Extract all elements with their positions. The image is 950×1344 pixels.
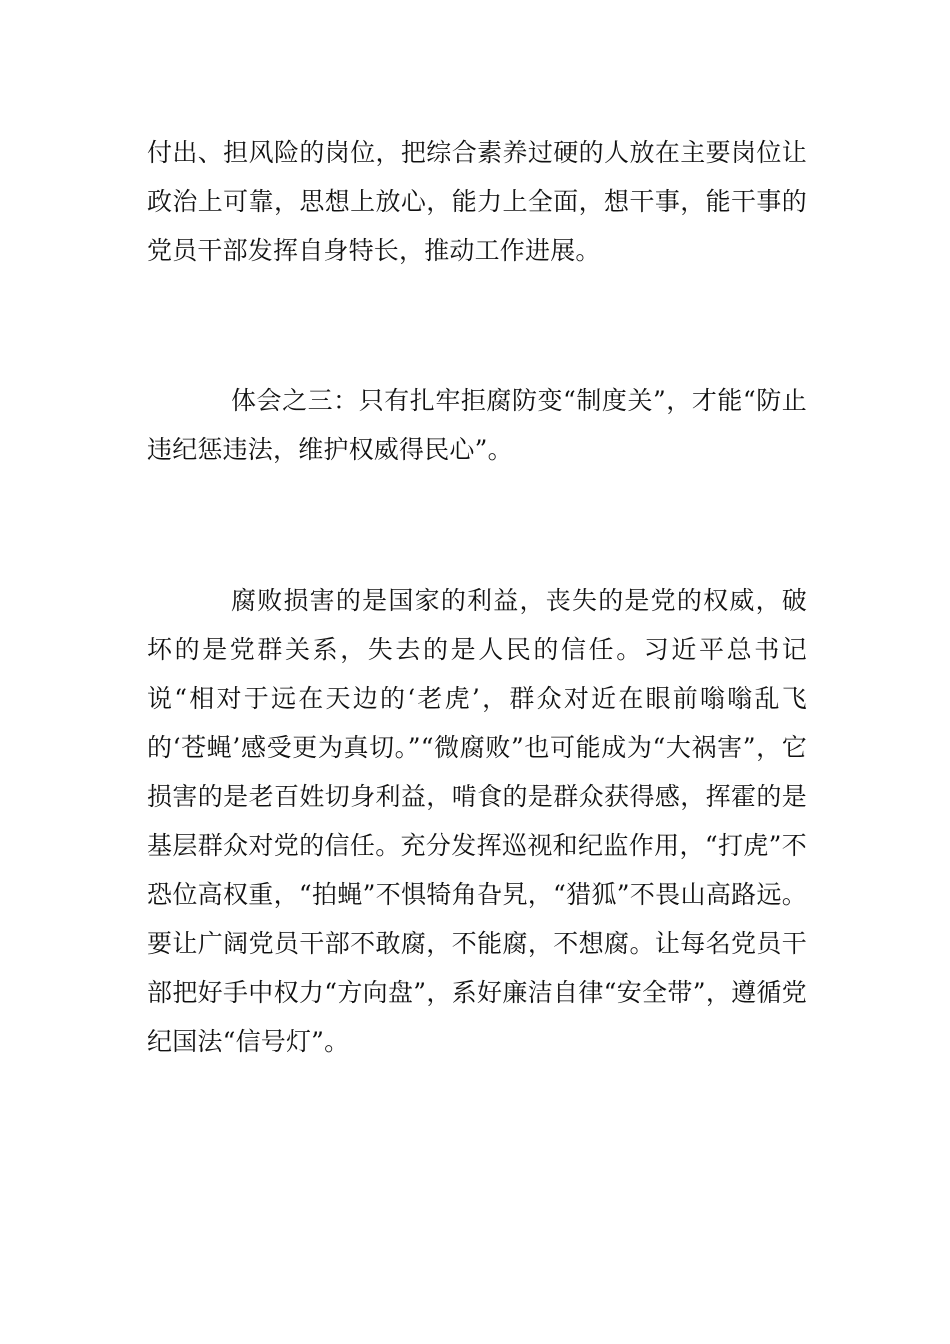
section-heading-experience-3: 体会之三：只有扎牢拒腐防变“制度关”，才能“防止违纪惩违法，维护权威得民心”。 (147, 386, 807, 464)
paragraph-continuation: 付出、担风险的岗位，把综合素养过硬的人放在主要岗位让政治上可靠，思想上放心，能力上全面，想干事，能干事的党员干部发挥自身特长，推动工作进展。 (147, 138, 807, 265)
paragraph-body: 腐败损害的是国家的利益，丧失的是党的权威，破坏的是党群关系，失去的是人民的信任。习近平总书记说“相对于远在天边的‘老虎’，群众对近在眼前嗡嗡乱飞的‘苍蝇’感受更为真切。”“微腐败”也可能成为“大祸害”，它损害的是老百姓切身利益，啃食的是群众获得感，挥霍的是基层群众对党的信任。充分发挥巡视和纪监作用，“打虎”不恐位高权重，“拍蝇”不惧犄角旮旯，“猎狐”不畏山高路远。要让广阔党员干部不敢腐，不能腐，不想腐。让每名党员干部把好手中权力“方向盘”，系好廉洁自律“安全带”，遵循党纪国法“信号灯”。 (147, 586, 807, 1056)
